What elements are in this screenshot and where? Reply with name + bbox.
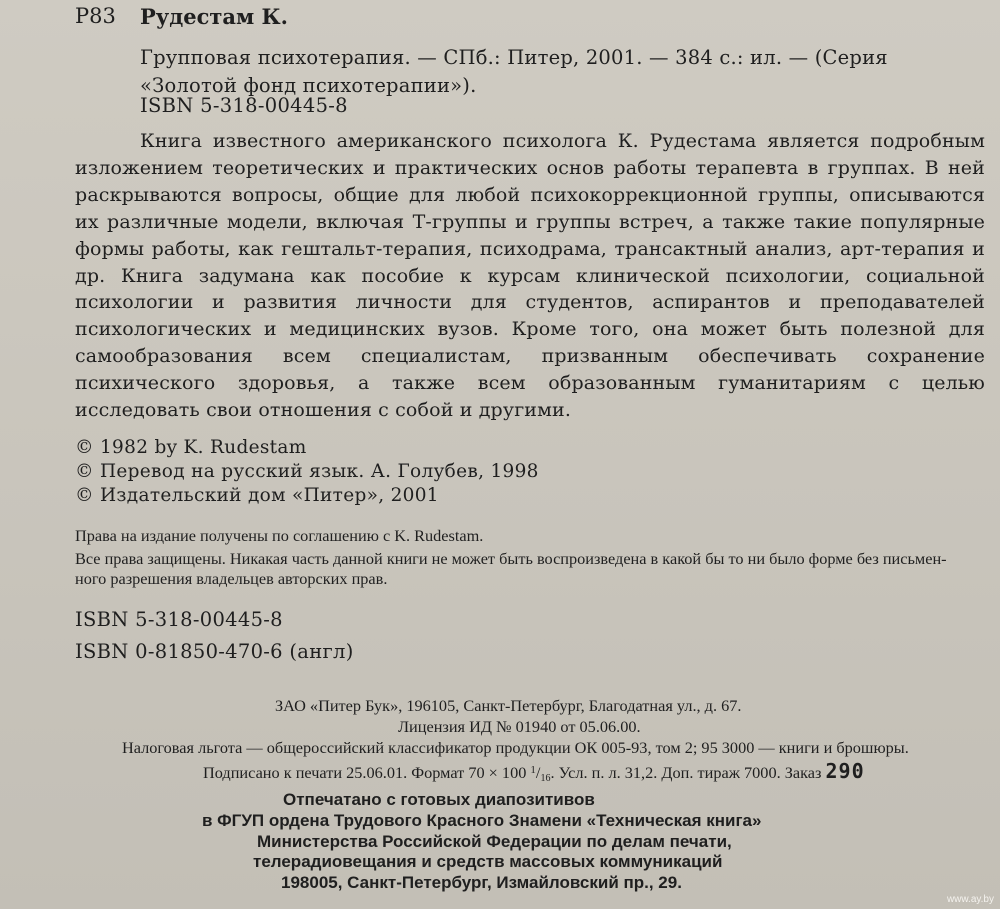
isbn-english: ISBN 0-81850-470-6 (англ) xyxy=(75,640,354,663)
format-fraction-denominator: 16 xyxy=(540,773,551,784)
imprint-license: Лицензия ИД № 01940 от 05.06.00. xyxy=(398,717,641,736)
bibliographic-description: Групповая психотерапия. — СПб.: Питер, 2001. — 384 с.: ил. — (Серия «Золотой фонд психотерапии»). xyxy=(140,46,888,97)
imprint-signed xyxy=(203,759,865,784)
rights-line-1: Права на издание получены по соглашению с K. Rudestam. xyxy=(75,526,484,545)
rights-line-3: ного разрешения владельцев авторских прав. xyxy=(75,569,388,588)
imprint-tax: Налоговая льгота — общероссийский классификатор продукции ОК 005-93, том 2; 95 3000 — книги и брошюры. xyxy=(122,738,909,757)
fraction-slash: / xyxy=(535,763,541,782)
printer-line-5: 198005, Санкт-Петербург, Измайловский пр., 29. xyxy=(281,873,682,892)
rights-line-2: Все права защищены. Никакая часть данной книги не может быть воспроизведена в какой бы то ни было форме без письмен- xyxy=(75,549,947,568)
book-abstract: Книга известного американского психолога К. Рудестама является подробным изложением теоретических и практических основ работы терапевта в группах. В ней раскрываются вопросы, общие для любой психокоррекционной группы, описываются их различные модели, включая Т-группы и группы встреч, а также такие популярные формы работы, как гештальт-терапия, психодрама, трансактный анализ, арт-терапия и др. Книга задумана как пособие к курсам клинической психологии, социальной психологии и развития личности для студентов, аспирантов и преподавателей психологических и медицинских вузов. Кроме того, она может быть полезной для самообразования всем специалистам, призванным обеспечивать сохранение психического здоровья, а также всем образованным гуманитариям с целью исследовать свои отношения с собой и другими. xyxy=(75,130,985,422)
printer-line-4: телерадиовещания и средств массовых коммуникаций xyxy=(253,852,723,871)
watermark-text: www.ay.by xyxy=(946,894,994,905)
printer-line-1: Отпечатано с готовых диапозитивов xyxy=(283,790,595,809)
printer-line-2: в ФГУП ордена Трудового Красного Знамени «Техническая книга» xyxy=(202,811,762,830)
copyright-author: © 1982 by K. Rudestam xyxy=(75,437,307,458)
catalog-isbn: ISBN 5-318-00445-8 xyxy=(140,94,348,117)
imprint-signed-prefix: Подписано к печати 25.06.01. Формат 70 × 100 xyxy=(203,763,531,782)
imprint-signed-suffix: . Усл. п. л. 31,2. Доп. тираж 7000. Заказ xyxy=(550,763,826,782)
order-number-stamp: 290 xyxy=(825,759,865,783)
author-name: Рудестам К. xyxy=(140,4,288,29)
isbn-russian: ISBN 5-318-00445-8 xyxy=(75,608,283,631)
printer-line-3: Министерства Российской Федерации по делам печати, xyxy=(257,832,732,851)
catalog-code: Р83 xyxy=(75,4,116,28)
imprint-publisher: ЗАО «Питер Бук», 196105, Санкт-Петербург, Благодатная ул., д. 67. xyxy=(275,696,742,715)
format-fraction-numerator: 1 xyxy=(530,764,536,776)
copyright-translation: © Перевод на русский язык. А. Голубев, 1998 xyxy=(75,461,539,482)
copyright-publisher: © Издательский дом «Питер», 2001 xyxy=(75,485,439,506)
